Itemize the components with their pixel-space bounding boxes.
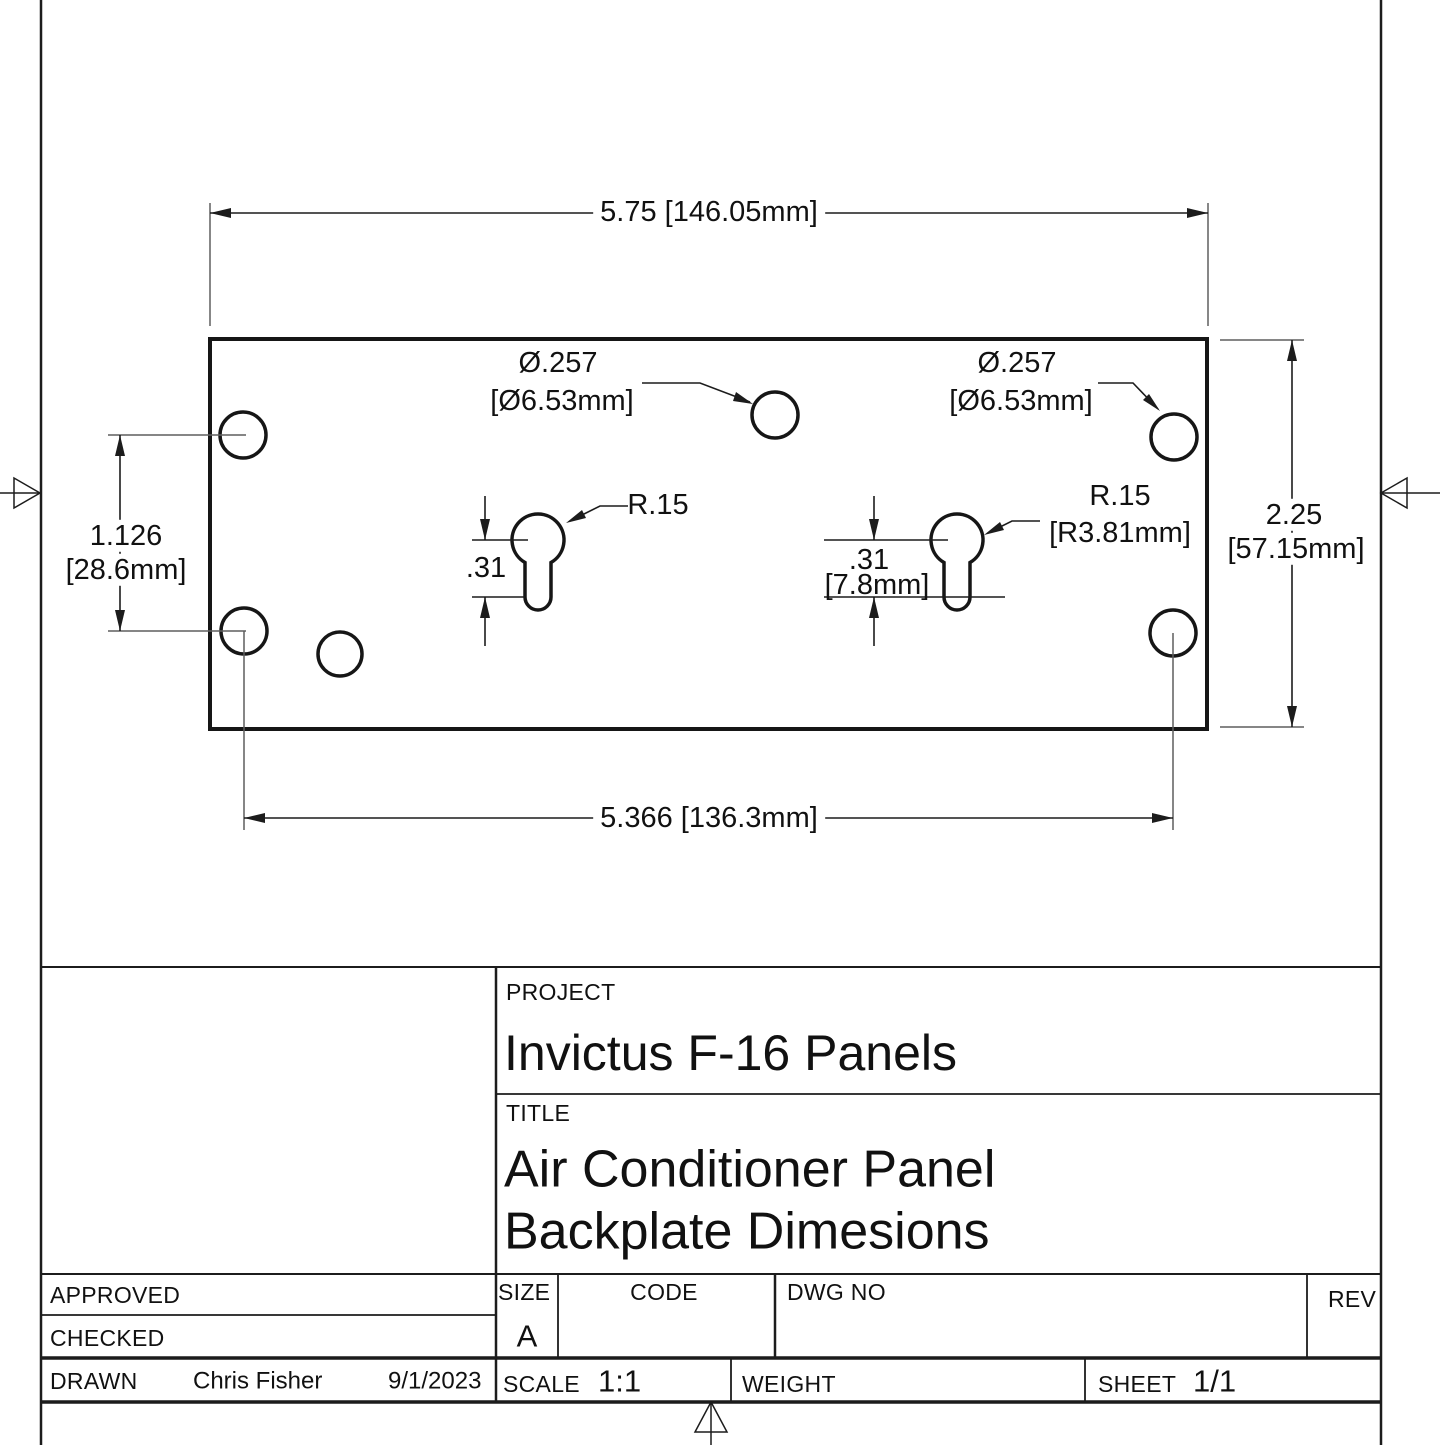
code-label: CODE [630, 1278, 698, 1305]
sheet-value: 1/1 [1193, 1363, 1237, 1399]
dim-height-mm: [57.15mm] [1221, 533, 1372, 565]
scale-label: SCALE [503, 1370, 580, 1397]
drawing-title-line1: Air Conditioner Panel [504, 1140, 996, 1199]
size-value: A [516, 1318, 538, 1354]
keyhole-right [931, 514, 983, 610]
project-name: Invictus F-16 Panels [504, 1024, 957, 1081]
drawing-title-line2: Backplate Dimesions [504, 1202, 990, 1261]
approved-label: APPROVED [50, 1281, 181, 1308]
keyhole-left [512, 514, 564, 610]
hole-top-center [752, 392, 798, 438]
rev-label: REV [1328, 1285, 1377, 1312]
keyhole-slot-left-label: .31 [465, 551, 507, 584]
dwg-no-label: DWG NO [787, 1278, 886, 1305]
keyhole-radius-right-mm: [R3.81mm] [1049, 516, 1191, 549]
hole-bottom-left-offset [318, 632, 362, 676]
drawn-by: Chris Fisher [193, 1367, 323, 1395]
dim-left-spacing-mm: [28.6mm] [59, 554, 194, 586]
size-label: SIZE [498, 1278, 551, 1305]
project-label: PROJECT [506, 978, 616, 1005]
hole-dia-right-mm: [Ø6.53mm] [949, 384, 1093, 417]
hole-dia-center-in: Ø.257 [518, 346, 598, 379]
drawn-label: DRAWN [50, 1367, 138, 1394]
sheet-label: SHEET [1098, 1370, 1177, 1397]
keyhole-radius-left-label: R.15 [627, 488, 689, 521]
drawn-date: 9/1/2023 [388, 1367, 482, 1395]
title-label: TITLE [506, 1099, 571, 1126]
scale-value: 1:1 [598, 1363, 642, 1399]
hole-top-right [1151, 414, 1197, 460]
keyhole-radius-right-in: R.15 [1089, 479, 1151, 512]
dim-overall-width: 5.75 [146.05mm] [593, 196, 825, 228]
checked-label: CHECKED [50, 1324, 165, 1351]
keyhole-slot-right-in: .31 [848, 543, 890, 576]
dim-hole-span-bottom: 5.366 [136.3mm] [593, 802, 825, 834]
hole-dia-center-mm: [Ø6.53mm] [490, 384, 634, 417]
keyhole-slot-right-mm: [7.8mm] [824, 568, 930, 601]
dim-left-spacing-in: 1.126 [83, 520, 170, 552]
hole-dia-right-in: Ø.257 [977, 346, 1057, 379]
weight-label: WEIGHT [742, 1370, 836, 1397]
dim-height-in: 2.25 [1259, 499, 1329, 531]
